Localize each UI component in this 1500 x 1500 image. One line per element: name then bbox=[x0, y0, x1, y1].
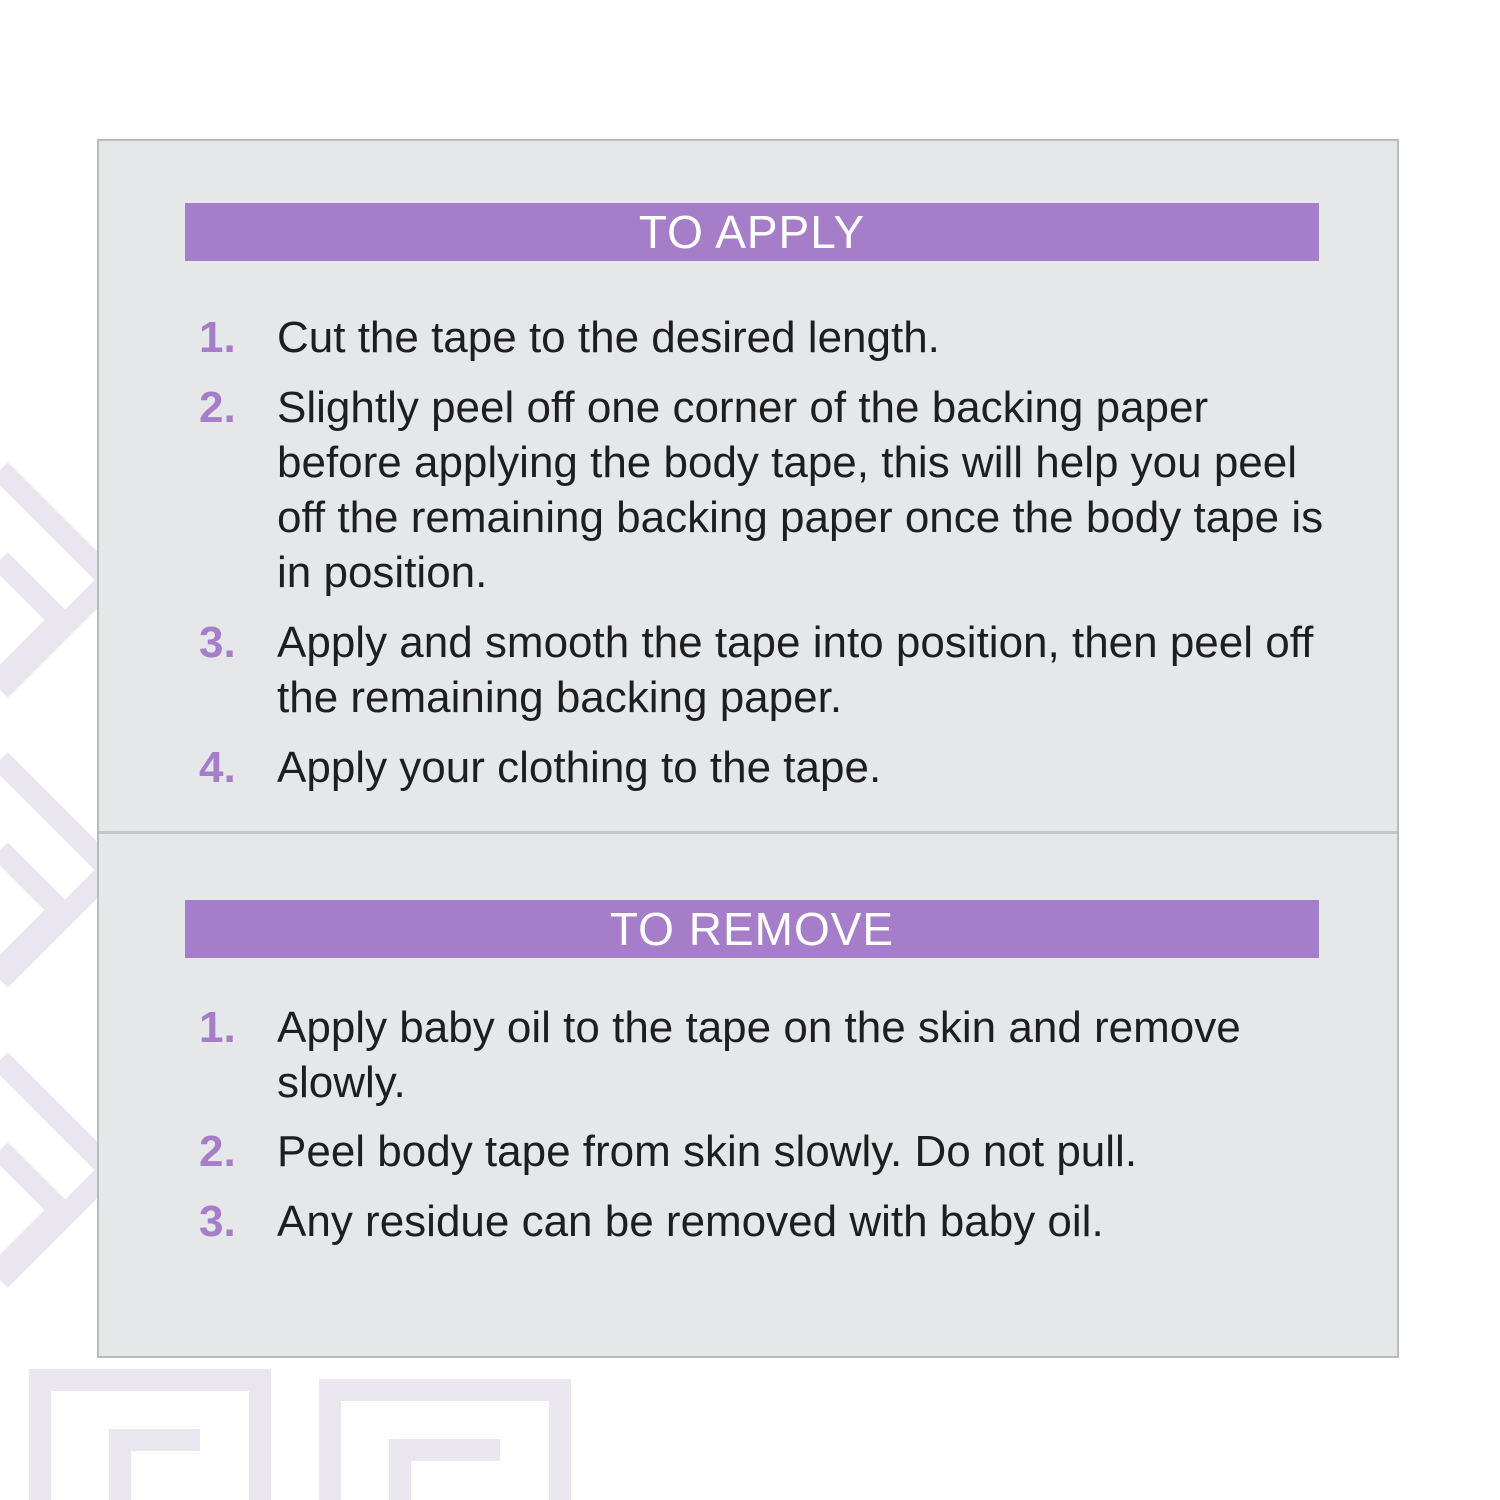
step-text: Apply and smooth the tape into position, then peel off the remaining backing paper. bbox=[277, 618, 1314, 722]
to-remove-banner: TO REMOVE bbox=[185, 900, 1319, 958]
to-apply-banner: TO APPLY bbox=[185, 203, 1319, 261]
step-number: 3. bbox=[199, 1197, 236, 1246]
step-text: Apply baby oil to the tape on the skin and remove slowly. bbox=[277, 1003, 1241, 1107]
instructions-card bbox=[97, 139, 1399, 1358]
step-text: Apply your clothing to the tape. bbox=[277, 743, 882, 792]
step-text: Peel body tape from skin slowly. Do not pull. bbox=[277, 1127, 1138, 1176]
step-text: Cut the tape to the desired length. bbox=[277, 313, 940, 362]
step-text: Slightly peel off one corner of the backing paper before applying the body tape, this will help you peel off the remaining backing paper once the body tape is in position. bbox=[277, 383, 1324, 597]
step-number: 3. bbox=[199, 618, 236, 667]
step-number: 2. bbox=[199, 1127, 236, 1176]
step-number: 1. bbox=[199, 313, 236, 362]
step-text: Any residue can be removed with baby oil. bbox=[277, 1197, 1104, 1246]
step-number: 2. bbox=[199, 383, 236, 432]
step-number: 1. bbox=[199, 1003, 236, 1052]
section-divider bbox=[99, 831, 1397, 834]
step-number: 4. bbox=[199, 743, 236, 792]
